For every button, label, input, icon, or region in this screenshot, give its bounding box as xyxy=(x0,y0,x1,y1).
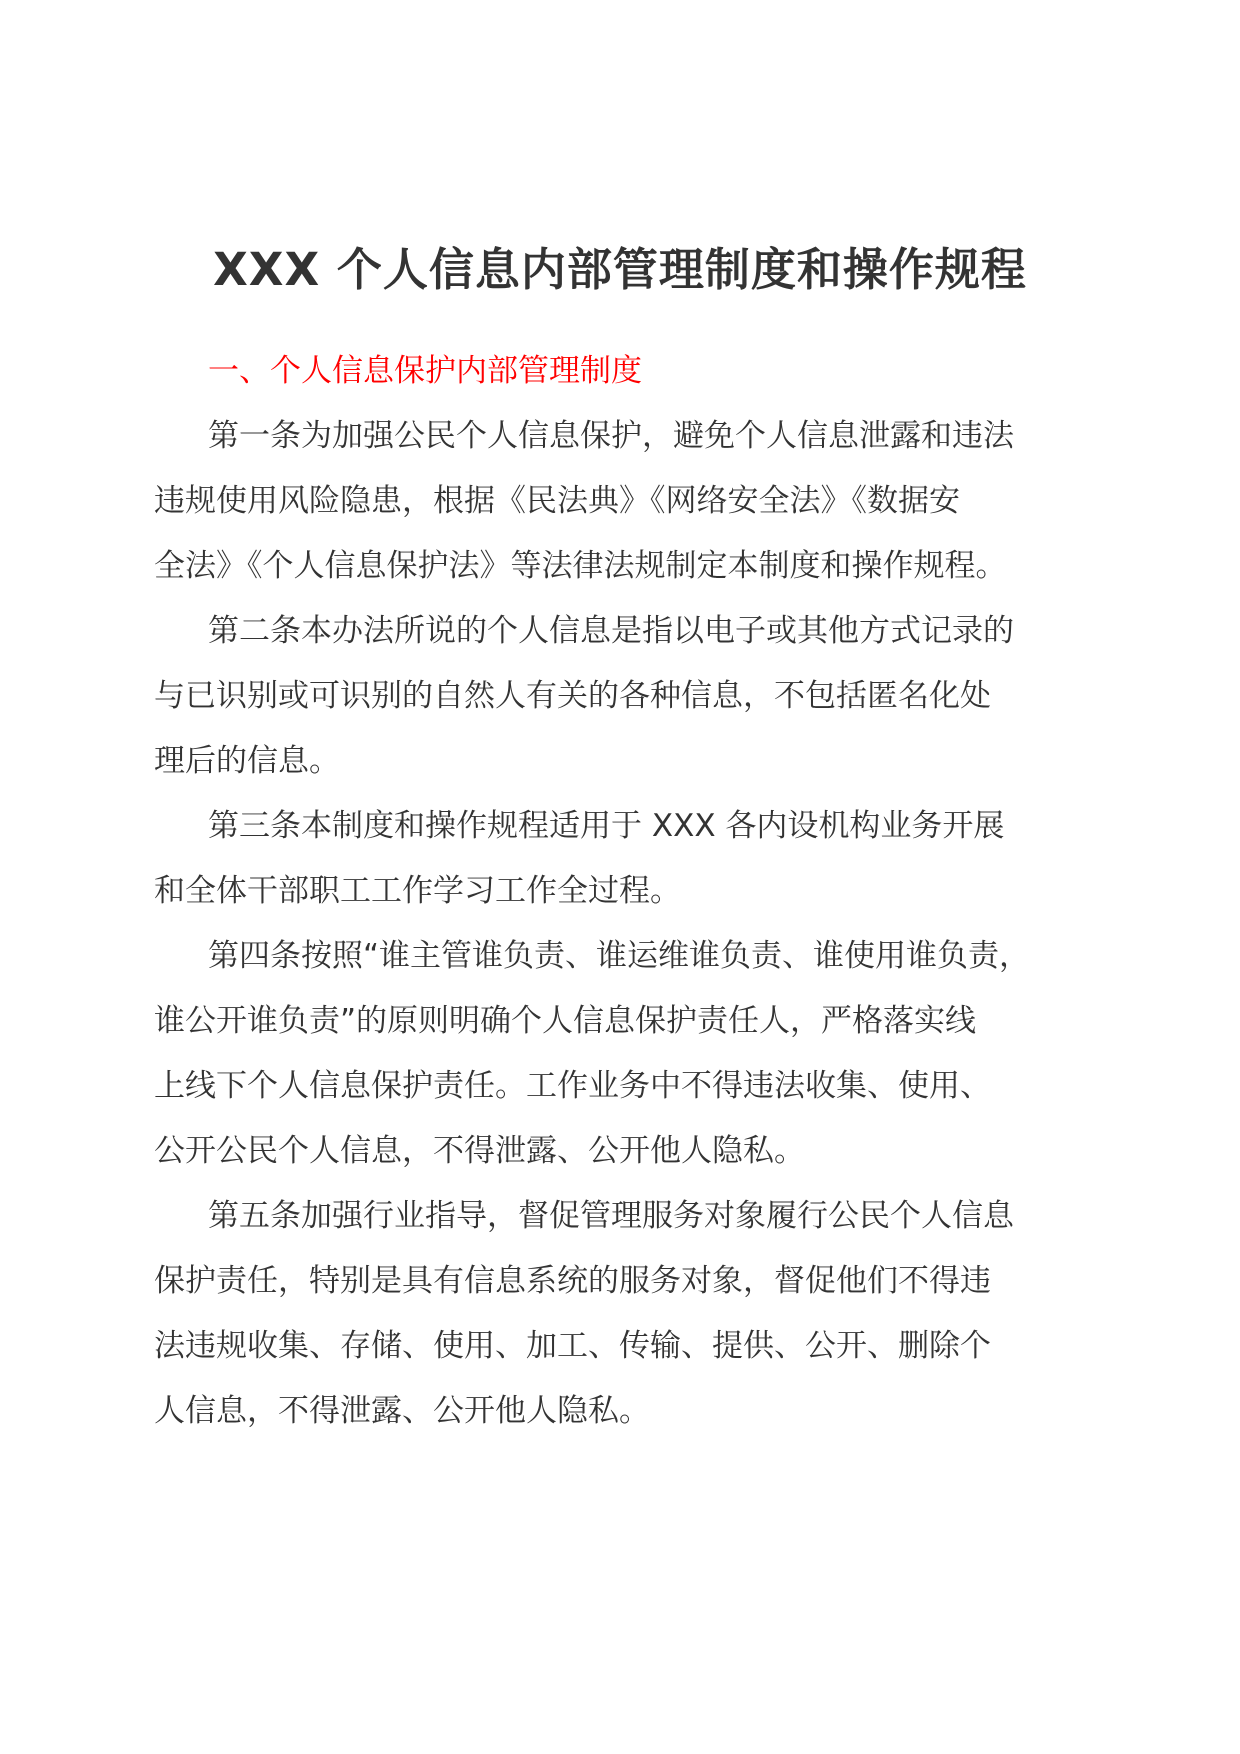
article-line: 第二条本办法所说的个人信息是指以电子或其他方式记录的 xyxy=(208,613,1014,649)
article-line: 人信息，不得泄露、公开他人隐私。 xyxy=(154,1393,650,1429)
article-line: 和全体干部职工工作学习工作全过程。 xyxy=(154,873,681,909)
article-2 xyxy=(154,599,1094,794)
document-title: XXX 个人信息内部管理制度和操作规程 xyxy=(213,243,1027,296)
article-line: 违规使用风险隐患，根据《民法典》《网络安全法》《数据安 xyxy=(154,483,960,519)
article-line: 公开公民个人信息，不得泄露、公开他人隐私。 xyxy=(154,1133,805,1169)
article-line: 法违规收集、存储、使用、加工、传输、提供、公开、删除个 xyxy=(154,1328,991,1364)
section-heading: 一、个人信息保护内部管理制度 xyxy=(208,353,642,389)
article-line: 理后的信息。 xyxy=(154,743,340,779)
article-line: 第五条加强行业指导，督促管理服务对象履行公民个人信息 xyxy=(208,1198,1014,1234)
article-line: 第三条本制度和操作规程适用于 XXX 各内设机构业务开展 xyxy=(208,808,1005,844)
document-body xyxy=(154,339,1094,1444)
article-line: 谁公开谁负责”的原则明确个人信息保护责任人，严格落实线 xyxy=(154,1003,977,1039)
article-5 xyxy=(154,1184,1094,1444)
article-line: 第一条为加强公民个人信息保护，避免个人信息泄露和违法 xyxy=(208,418,1014,454)
article-4 xyxy=(154,924,1094,1184)
article-line: 第四条按照“谁主管谁负责、谁运维谁负责、谁使用谁负责， xyxy=(208,938,1031,974)
article-line: 上线下个人信息保护责任。工作业务中不得违法收集、使用、 xyxy=(154,1068,991,1104)
article-line: 全法》《个人信息保护法》等法律法规制定本制度和操作规程。 xyxy=(154,548,1007,584)
article-3 xyxy=(154,794,1094,924)
article-line: 保护责任，特别是具有信息系统的服务对象，督促他们不得违 xyxy=(154,1263,991,1299)
article-1 xyxy=(154,404,1094,599)
article-line: 与已识别或可识别的自然人有关的各种信息，不包括匿名化处 xyxy=(154,678,991,714)
